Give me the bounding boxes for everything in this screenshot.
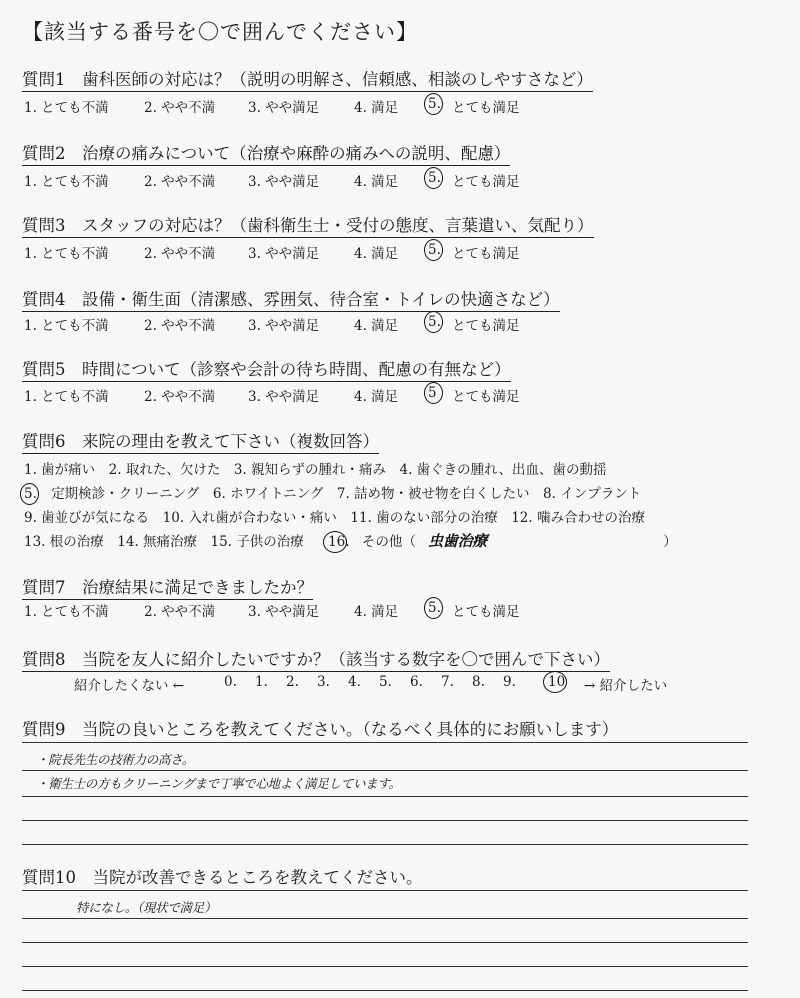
q4-option-5-label: とても満足 — [452, 318, 520, 334]
q10-rule-4 — [22, 966, 748, 967]
q8-scale-4[interactable]: 4. — [348, 674, 361, 690]
q9-rule-2 — [22, 770, 748, 771]
q10-rule-3 — [22, 942, 748, 943]
q2-option-4[interactable]: 4. 満足 — [354, 174, 399, 190]
q5-option-3[interactable]: 3. やや満足 — [248, 389, 320, 405]
q4-option-4[interactable]: 4. 満足 — [354, 318, 399, 334]
q5-option-5-circled[interactable]: 5 — [428, 385, 437, 401]
question-1-title: 質問1 歯科医師の対応は？（説明の明解さ、信頼感、相談のしやすさなど） — [22, 66, 593, 92]
question-5-options — [24, 385, 520, 405]
q9-rule-3 — [22, 796, 748, 797]
question-3-options — [24, 242, 520, 262]
q10-rule-2 — [22, 918, 748, 919]
question-7-options — [24, 600, 520, 620]
q10-rule-5 — [22, 990, 748, 991]
q5-option-5-label: とても満足 — [452, 389, 520, 405]
q1-option-1[interactable]: 1. とても不満 — [24, 100, 109, 116]
q2-option-1[interactable]: 1. とても不満 — [24, 174, 109, 190]
q1-option-2[interactable]: 2. やや不満 — [144, 100, 216, 116]
q6-option-16-circled[interactable]: 16. — [328, 534, 350, 550]
q6-options-line-2 — [24, 482, 641, 502]
q7-option-2[interactable]: 2. やや不満 — [144, 604, 216, 620]
question-4-options — [24, 314, 520, 334]
q6-other-close: ） — [663, 534, 677, 550]
q8-right-label: → 紹介したい — [584, 678, 668, 694]
q6-options-line-4-text[interactable]: 13. 根の治療 14. 無痛治療 15. 子供の治療 — [24, 534, 304, 550]
q8-left-label: 紹介したくない ← — [74, 678, 185, 694]
q8-scale — [74, 674, 714, 694]
q8-scale-10-circled[interactable]: 10 — [548, 674, 566, 690]
q8-scale-3[interactable]: 3. — [317, 674, 330, 690]
q8-scale-6[interactable]: 6. — [410, 674, 423, 690]
q4-option-3[interactable]: 3. やや満足 — [248, 318, 320, 334]
q1-option-5-circled[interactable]: 5. — [428, 96, 441, 112]
q4-option-5-circled[interactable]: 5. — [428, 314, 441, 330]
question-10-title: 質問10 当院が改善できるところを教えてください。 — [22, 868, 423, 887]
q8-scale-9[interactable]: 9. — [503, 674, 516, 690]
question-5-title: 質問5 時間について（診察や会計の待ち時間、配慮の有無など） — [22, 356, 511, 382]
q3-option-1[interactable]: 1. とても不満 — [24, 246, 109, 262]
question-8-title: 質問8 当院を友人に紹介したいですか？（該当する数字を〇で囲んで下さい） — [22, 646, 610, 672]
q10-rule-1 — [22, 890, 748, 891]
q9-rule-4 — [22, 820, 748, 821]
q8-scale-8[interactable]: 8. — [472, 674, 485, 690]
q10-answer-line-1[interactable]: 特になし。（現状で満足） — [76, 900, 217, 915]
q7-option-4[interactable]: 4. 満足 — [354, 604, 399, 620]
question-3-title: 質問3 スタッフの対応は？（歯科衛生士・受付の態度、言葉遣い、気配り） — [22, 212, 594, 238]
q7-option-1[interactable]: 1. とても不満 — [24, 604, 109, 620]
q6-options-line-4 — [24, 530, 677, 551]
q9-answer-line-1[interactable]: ・院長先生の技術力の高さ。 — [36, 752, 195, 767]
question-6-title: 質問6 来院の理由を教えて下さい（複数回答） — [22, 428, 379, 454]
q7-option-3[interactable]: 3. やや満足 — [248, 604, 320, 620]
q6-other-handwritten[interactable]: 虫歯治療 — [428, 532, 487, 550]
q8-scale-1[interactable]: 1. — [255, 674, 268, 690]
q3-option-4[interactable]: 4. 満足 — [354, 246, 399, 262]
q8-scale-2[interactable]: 2. — [286, 674, 299, 690]
q8-scale-5[interactable]: 5. — [379, 674, 392, 690]
q9-rule-1 — [22, 742, 748, 743]
q8-scale-7[interactable]: 7. — [441, 674, 454, 690]
q6-other-label: その他（ — [361, 534, 416, 550]
q8-scale-0[interactable]: 0. — [224, 674, 237, 690]
q9-answer-line-2[interactable]: ・衛生士の方もクリーニングまで丁寧で心地よく満足しています。 — [36, 776, 401, 791]
q2-option-3[interactable]: 3. やや満足 — [248, 174, 320, 190]
question-1-options — [24, 96, 520, 116]
q6-option-5-circled[interactable]: 5. — [24, 486, 37, 502]
q3-option-5-circled[interactable]: 5. — [428, 242, 441, 258]
q7-option-5-circled[interactable]: 5. — [428, 600, 441, 616]
q2-option-5-circled[interactable]: 5. — [428, 170, 441, 186]
q1-option-5-label: とても満足 — [452, 100, 520, 116]
q5-option-1[interactable]: 1. とても不満 — [24, 389, 109, 405]
question-2-options — [24, 170, 520, 190]
q5-option-2[interactable]: 2. やや不満 — [144, 389, 216, 405]
question-7-title: 質問7 治療結果に満足できましたか？ — [22, 574, 313, 600]
question-2-title: 質問2 治療の痛みについて（治療や麻酔の痛みへの説明、配慮） — [22, 140, 510, 166]
q3-option-2[interactable]: 2. やや不満 — [144, 246, 216, 262]
q3-option-5-label: とても満足 — [452, 246, 520, 262]
q3-option-3[interactable]: 3. やや満足 — [248, 246, 320, 262]
q4-option-1[interactable]: 1. とても不満 — [24, 318, 109, 334]
q1-option-3[interactable]: 3. やや満足 — [248, 100, 320, 116]
q2-option-5-label: とても満足 — [452, 174, 520, 190]
q6-options-line-2-text[interactable]: 定期検診・クリーニング 6. ホワイトニング 7. 詰め物・被せ物を白くしたい 8. インプラント — [51, 486, 642, 502]
q1-option-4[interactable]: 4. 満足 — [354, 100, 399, 116]
q4-option-2[interactable]: 2. やや不満 — [144, 318, 216, 334]
q2-option-2[interactable]: 2. やや不満 — [144, 174, 216, 190]
q5-option-4[interactable]: 4. 満足 — [354, 389, 399, 405]
question-4-title: 質問4 設備・衛生面（清潔感、雰囲気、待合室・トイレの快適さなど） — [22, 286, 560, 312]
q6-options-line-1[interactable]: 1. 歯が痛い 2. 取れた、欠けた 3. 親知らずの腫れ・痛み 4. 歯ぐきの腫れ、出血、歯の動揺 — [24, 462, 607, 478]
q6-options-line-3[interactable]: 9. 歯並びが気になる 10. 入れ歯が合わない・痛い 11. 歯のない部分の治療 12. 噛み合わせの治療 — [24, 510, 645, 526]
q7-option-5-label: とても満足 — [452, 604, 520, 620]
q9-rule-5 — [22, 844, 748, 845]
question-9-title: 質問9 当院の良いところを教えてください。（なるべく具体的にお願いします） — [22, 720, 619, 739]
form-header: 【該当する番号を〇で囲んでください】 — [22, 20, 418, 44]
